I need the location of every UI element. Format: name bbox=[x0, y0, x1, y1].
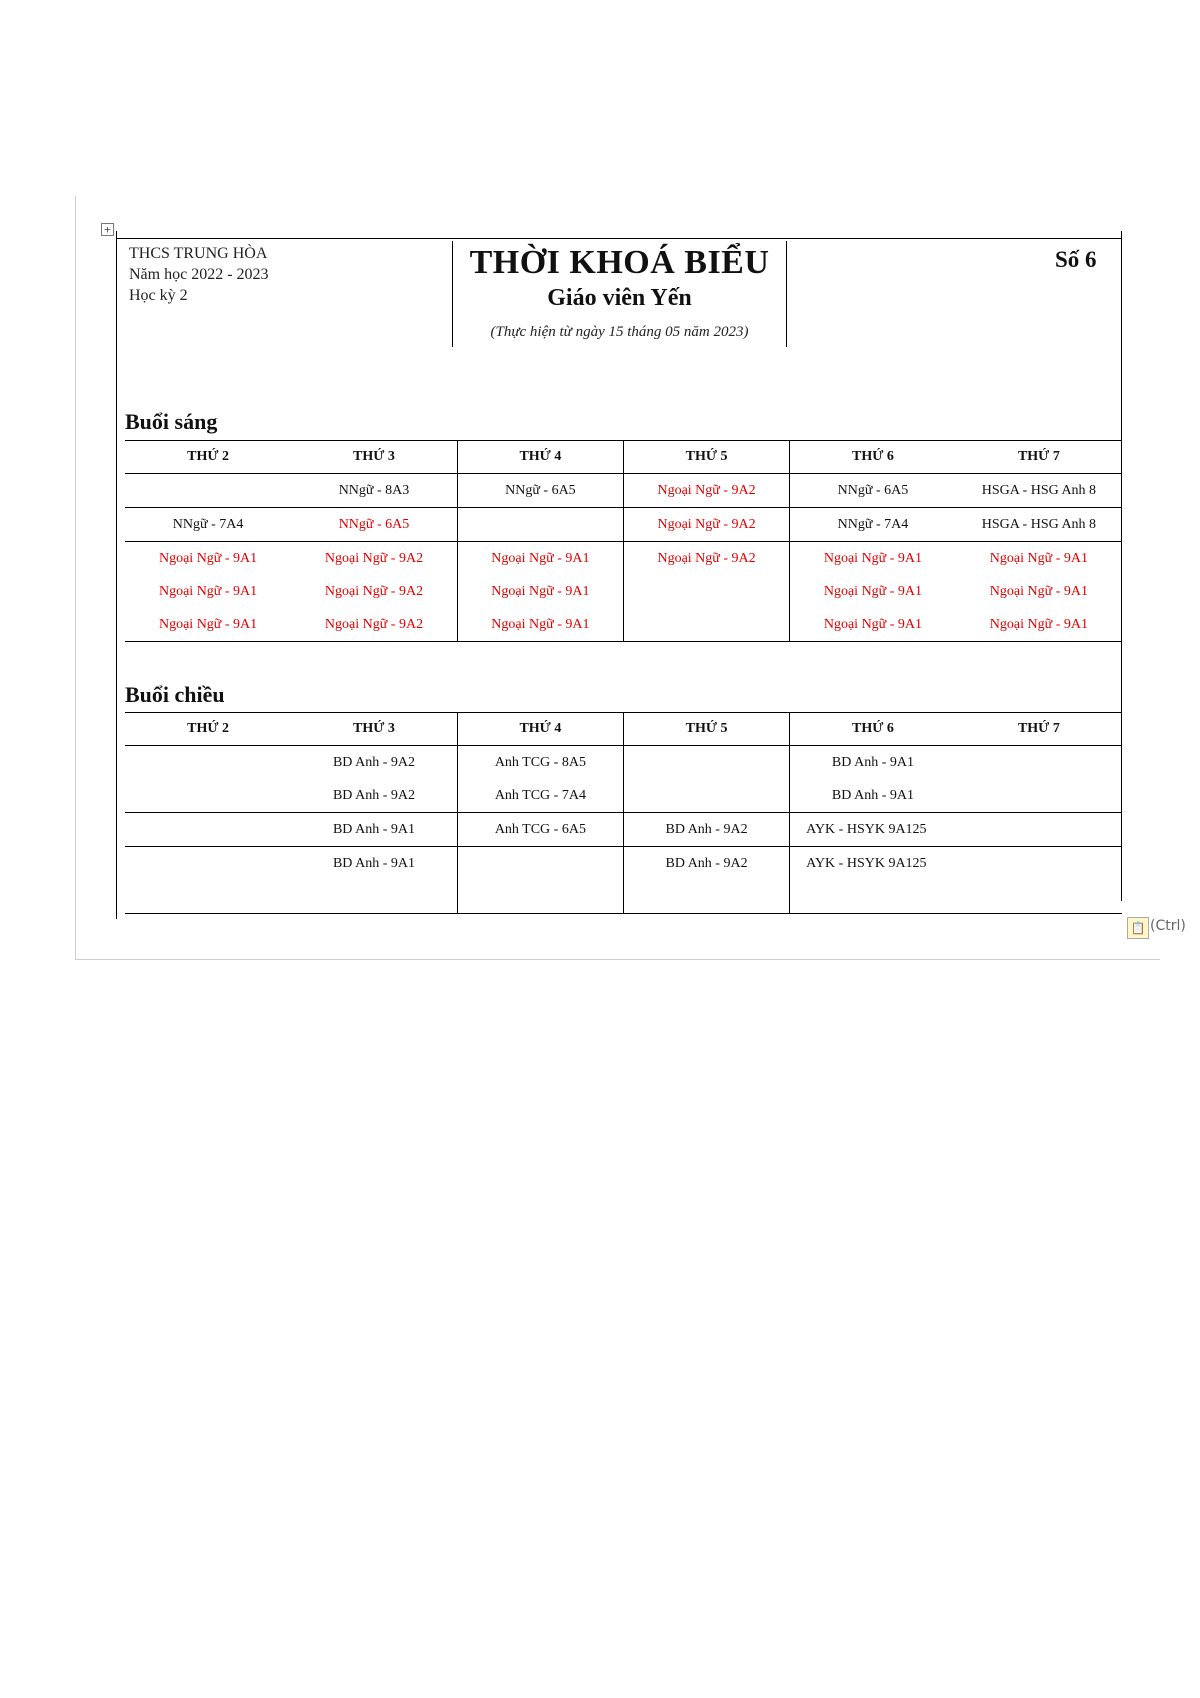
lesson-cell: Ngoại Ngữ - 9A1 bbox=[790, 575, 956, 608]
day-header: THỨ 5 bbox=[623, 441, 789, 474]
lesson-cell: NNgữ - 6A5 bbox=[457, 474, 623, 508]
day-header: THỨ 7 bbox=[956, 713, 1122, 746]
title-block bbox=[452, 241, 787, 347]
table-row bbox=[125, 608, 1122, 642]
lesson-cell bbox=[125, 474, 291, 508]
table-row bbox=[125, 575, 1122, 608]
lesson-cell: BD Anh - 9A2 bbox=[623, 813, 789, 847]
lesson-cell: Ngoại Ngữ - 9A1 bbox=[457, 542, 623, 576]
lesson-cell: HSGA - HSG Anh 8 bbox=[956, 508, 1122, 542]
lesson-cell: BD Anh - 9A2 bbox=[291, 779, 457, 813]
lesson-cell: Ngoại Ngữ - 9A1 bbox=[956, 608, 1122, 642]
lesson-cell bbox=[623, 746, 789, 780]
page-title: THỜI KHOÁ BIỂU bbox=[469, 244, 770, 281]
document-number: Số 6 bbox=[1055, 247, 1097, 272]
lesson-cell bbox=[956, 746, 1122, 780]
semester: Học kỳ 2 bbox=[129, 287, 188, 304]
lesson-cell bbox=[125, 779, 291, 813]
table-row bbox=[125, 474, 1122, 508]
lesson-cell bbox=[956, 813, 1122, 847]
school-year: Năm học 2022 - 2023 bbox=[129, 266, 269, 283]
lesson-cell: Ngoại Ngữ - 9A2 bbox=[291, 608, 457, 642]
lesson-cell: Anh TCG - 8A5 bbox=[457, 746, 623, 780]
day-header: THỨ 6 bbox=[790, 713, 956, 746]
lesson-cell: Ngoại Ngữ - 9A1 bbox=[125, 608, 291, 642]
afternoon-header-row bbox=[125, 713, 1122, 746]
lesson-cell bbox=[623, 575, 789, 608]
lesson-cell: BD Anh - 9A2 bbox=[332, 754, 416, 770]
empty-cell bbox=[291, 880, 457, 914]
lesson-cell: BD Anh - 9A2 bbox=[623, 847, 789, 881]
teacher-name: Giáo viên Yến bbox=[547, 285, 692, 311]
lesson-cell: NNgữ - 8A3 bbox=[291, 474, 457, 508]
table-move-handle-icon[interactable]: + bbox=[101, 223, 114, 236]
paste-options-icon[interactable]: 📋 bbox=[1127, 917, 1149, 939]
lesson-cell bbox=[623, 608, 789, 642]
lesson-cell: Ngoại Ngữ - 9A1 bbox=[790, 542, 956, 576]
lesson-cell: Anh TCG - 7A4 bbox=[457, 779, 623, 813]
table-row bbox=[125, 847, 1122, 881]
lesson-cell: Ngoại Ngữ - 9A2 bbox=[623, 474, 789, 508]
school-name: THCS TRUNG HÒA bbox=[129, 245, 268, 262]
day-header: THỨ 4 bbox=[457, 441, 623, 474]
lesson-cell: Ngoại Ngữ - 9A1 bbox=[158, 550, 258, 566]
empty-cell bbox=[457, 880, 623, 914]
lesson-cell: NNgữ - 6A5 bbox=[790, 474, 956, 508]
day-header: THỨ 6 bbox=[790, 441, 956, 474]
lesson-cell bbox=[623, 779, 789, 813]
lesson-cell: AYK - HSYK 9A125 bbox=[790, 813, 956, 847]
afternoon-timetable bbox=[125, 712, 1122, 914]
lesson-cell: Ngoại Ngữ - 9A1 bbox=[457, 575, 623, 608]
timetable-document bbox=[95, 215, 1115, 925]
lesson-cell: NNgữ - 7A4 bbox=[790, 508, 956, 542]
table-row bbox=[125, 746, 1122, 780]
header-top-rule bbox=[116, 238, 1122, 239]
table-row bbox=[125, 880, 1122, 914]
school-info bbox=[129, 243, 269, 306]
lesson-cell: NNgữ - 6A5 bbox=[291, 508, 457, 542]
lesson-cell: Ngoại Ngữ - 9A2 bbox=[623, 542, 789, 576]
empty-cell bbox=[623, 880, 789, 914]
lesson-cell: BD Anh - 9A1 bbox=[291, 813, 457, 847]
table-row bbox=[125, 508, 1122, 542]
empty-cell bbox=[125, 880, 291, 914]
lesson-cell bbox=[457, 847, 623, 881]
table-row bbox=[125, 779, 1122, 813]
morning-timetable bbox=[125, 440, 1122, 642]
morning-session-title: Buổi sáng bbox=[125, 409, 218, 434]
day-header: THỨ 2 bbox=[125, 441, 291, 474]
lesson-cell: Ngoại Ngữ - 9A1 bbox=[457, 608, 623, 642]
day-header: THỨ 4 bbox=[457, 713, 623, 746]
lesson-cell: AYK - HSYK 9A125 bbox=[790, 847, 956, 881]
lesson-cell: BD Anh - 9A1 bbox=[790, 779, 956, 813]
lesson-cell: Ngoại Ngữ - 9A2 bbox=[623, 508, 789, 542]
day-header: THỨ 5 bbox=[623, 713, 789, 746]
lesson-cell: Ngoại Ngữ - 9A1 bbox=[989, 550, 1088, 566]
lesson-cell: Ngoại Ngữ - 9A1 bbox=[989, 583, 1088, 599]
lesson-cell: Ngoại Ngữ - 9A1 bbox=[158, 583, 258, 599]
paste-options-label[interactable]: (Ctrl) bbox=[1150, 918, 1186, 934]
morning-header-row bbox=[125, 441, 1122, 474]
day-header: THỨ 2 bbox=[125, 713, 291, 746]
empty-cell bbox=[956, 880, 1122, 914]
lesson-cell: BD Anh - 9A1 bbox=[790, 746, 956, 780]
lesson-cell bbox=[125, 813, 291, 847]
day-header: THỨ 3 bbox=[291, 441, 457, 474]
lesson-cell: NNgữ - 7A4 bbox=[125, 508, 291, 542]
afternoon-session-title: Buổi chiều bbox=[125, 682, 225, 707]
lesson-cell: Ngoại Ngữ - 9A2 bbox=[324, 583, 424, 599]
lesson-cell bbox=[125, 847, 291, 881]
page-frame-bottom bbox=[75, 959, 1160, 960]
lesson-cell: Ngoại Ngữ - 9A1 bbox=[790, 608, 956, 642]
lesson-cell bbox=[125, 746, 291, 780]
margin-line-left bbox=[116, 231, 117, 919]
lesson-cell: HSGA - HSG Anh 8 bbox=[956, 474, 1122, 508]
day-header: THỨ 7 bbox=[956, 441, 1122, 474]
table-row bbox=[125, 813, 1122, 847]
effective-date: (Thực hiện từ ngày 15 tháng 05 năm 2023) bbox=[490, 324, 749, 340]
page-frame-left bbox=[75, 196, 76, 960]
lesson-cell: Anh TCG - 6A5 bbox=[457, 813, 623, 847]
lesson-cell bbox=[457, 508, 623, 542]
lesson-cell bbox=[956, 847, 1122, 881]
empty-cell bbox=[790, 880, 956, 914]
day-header: THỨ 3 bbox=[291, 713, 457, 746]
lesson-cell bbox=[956, 779, 1122, 813]
table-row bbox=[125, 542, 1122, 576]
lesson-cell: BD Anh - 9A1 bbox=[332, 855, 416, 871]
lesson-cell: Ngoại Ngữ - 9A2 bbox=[324, 550, 424, 566]
